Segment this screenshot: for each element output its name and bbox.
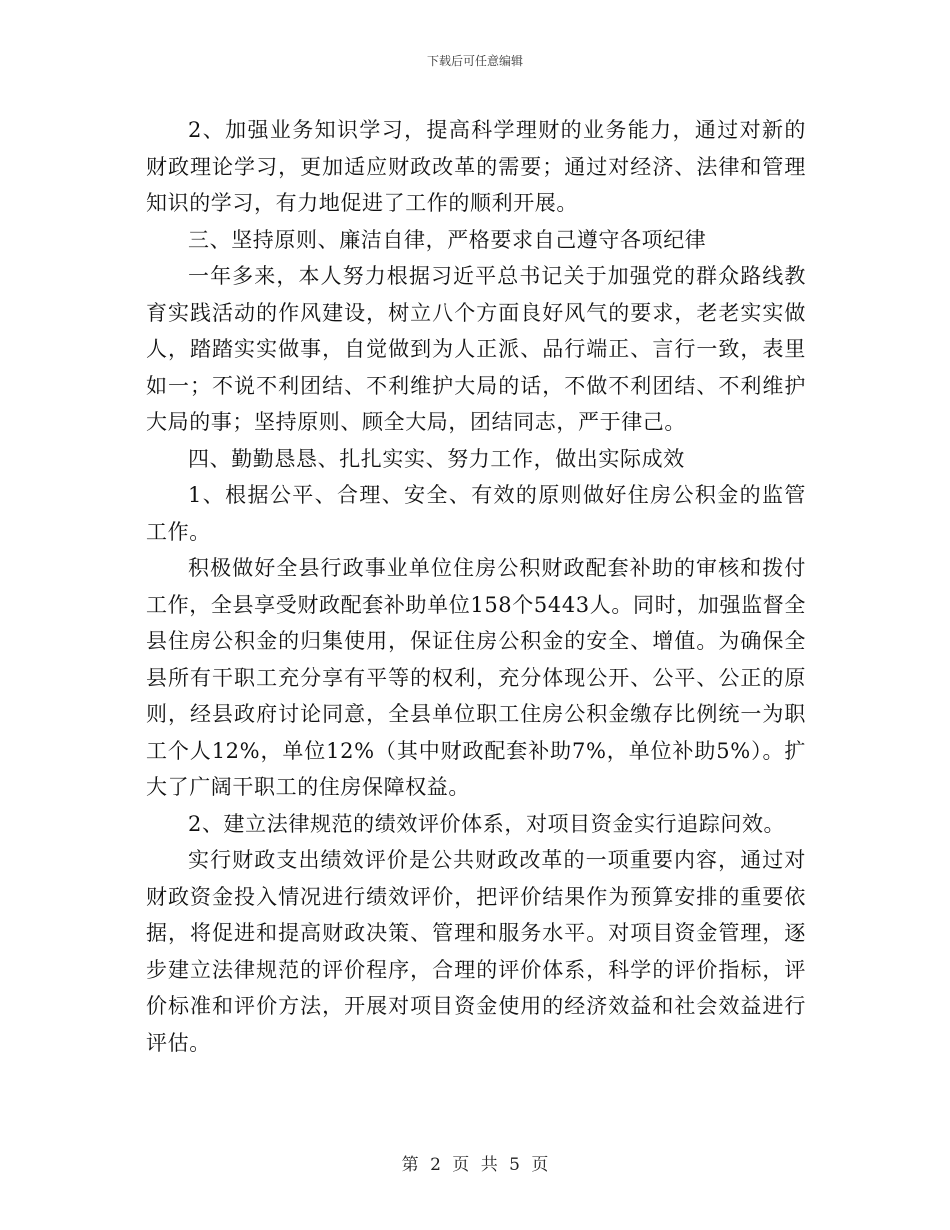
page-number-footer: 第 2 页 共 5 页 (401, 1155, 549, 1175)
subsection-heading: 1、根据公平、合理、安全、有效的原则做好住房公积金的监管工作。 (146, 483, 806, 544)
document-body (146, 112, 806, 1061)
section-heading: 三、坚持原则、廉洁自律，严格要求自己遵守各项纪律 (188, 227, 707, 252)
section-heading: 四、勤勤恳恳、扎扎实实、努力工作，做出实际成效 (188, 446, 685, 471)
paragraph: 2、加强业务知识学习，提高科学理财的业务能力，通过对新的财政理论学习，更加适应财政改革的需要；通过对经济、法律和管理知识的学习，有力地促进了工作的顺利开展。 (146, 118, 806, 215)
subsection-heading: 2、建立法律规范的绩效评价体系，对项目资金实行追踪问效。 (188, 811, 786, 836)
page-header: 下载后可任意编辑 (426, 54, 523, 68)
paragraph: 一年多来，本人努力根据习近平总书记关于加强党的群众路线教育实践活动的作风建设，树立八个方面良好风气的要求，老老实实做人，踏踏实实做事，自觉做到为人正派、品行端正、言行一致，表里如一；不说不利团结、不利维护大局的话，不做不利团结、不利维护大局的事；坚持原则、顾全大局，团结同志，严于律己。 (146, 264, 806, 434)
paragraph: 实行财政支出绩效评价是公共财政改革的一项重要内容，通过对财政资金投入情况进行绩效评价，把评价结果作为预算安排的重要依据，将促进和提高财政决策、管理和服务水平。对项目资金管理，逐步建立法律规范的评价程序，合理的评价体系，科学的评价指标，评价标准和评价方法，开展对项目资金使用的经济效益和社会效益进行评估。 (146, 848, 806, 1055)
paragraph: 积极做好全县行政事业单位住房公积财政配套补助的审核和拨付工作，全县享受财政配套补助单位158个5443人。同时，加强监督全县住房公积金的归集使用，保证住房公积金的安全、增值。为确保全县所有干职工充分享有平等的权利，充分体现公开、公平、公正的原则，经县政府讨论同意，全县单位职工住房公积金缴存比例统一为职工个人12%，单位12%（其中财政配套补助7%，单位补助5%）。扩大了广阔干职工的住房保障权益。 (146, 556, 806, 799)
